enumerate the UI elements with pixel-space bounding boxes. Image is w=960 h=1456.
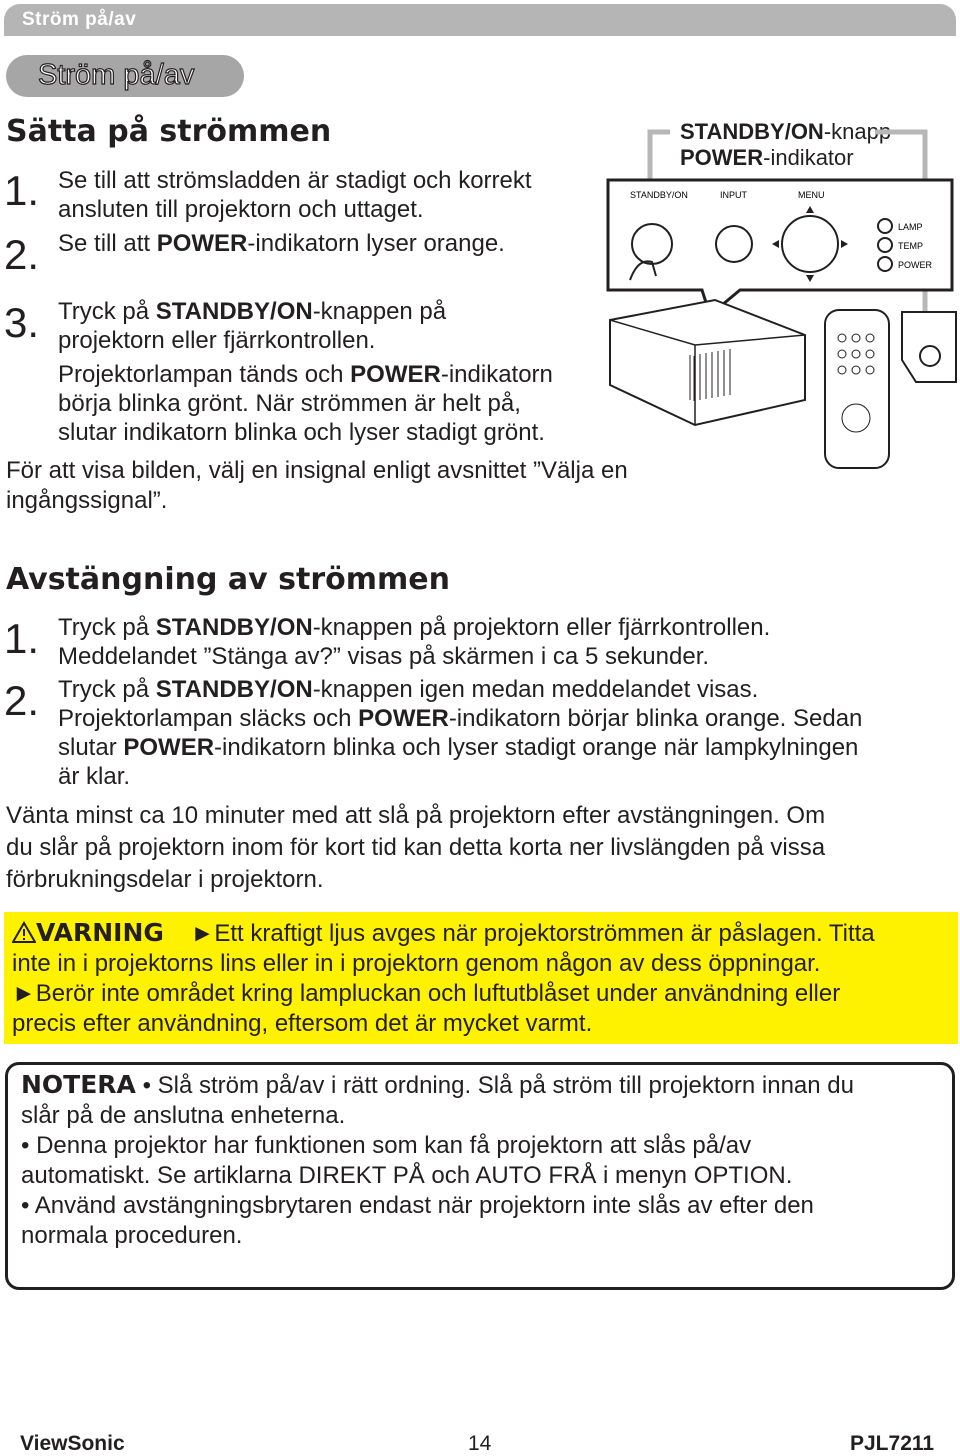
header-bar (4, 4, 956, 36)
annotation-standby-button: STANDBY/ON-knapp (680, 119, 892, 144)
warning-label: VARNING (36, 918, 164, 947)
off-step-2-line-3: slutar POWER-indikatorn blinka och lyser stadigt orange när lampkylningen (58, 734, 859, 761)
header-bar-title: Ström på/av (22, 9, 137, 30)
step-1-number: 1. (4, 167, 40, 214)
section-pill (6, 55, 244, 97)
input-button-circle (716, 226, 752, 262)
menu-dial-circle (782, 216, 838, 272)
note-label: NOTERA (21, 1070, 136, 1099)
label-menu: MENU (798, 190, 825, 200)
label-lamp: LAMP (898, 222, 923, 232)
step-1-line-1: Se till att strömsladden är stadigt och korrekt (58, 167, 532, 194)
warning-box (4, 912, 958, 1044)
off-step-2-line-2: Projektorlampan släcks och POWER-indikatorn börjar blinka orange. Sedan (58, 705, 863, 732)
step-2-number: 2. (4, 231, 40, 278)
annotation-power-indicator: POWER-indikator (680, 145, 854, 170)
off-step-1-line-2: Meddelandet ”Stänga av?” visas på skärmen i ca 5 sekunder. (58, 643, 710, 670)
label-standby: STANDBY/ON (630, 190, 688, 200)
note-line-6: normala proceduren. (21, 1222, 243, 1249)
warning-line-1: VARNING ►Ett kraftigt ljus avges när projektorströmmen är påslagen. Titta (12, 918, 948, 949)
section2-after-line-3: förbrukningsdelar i projektorn. (6, 866, 324, 893)
warning-line-3: ►Berör inte området kring lampluckan och luftutblåset under användning eller (12, 980, 841, 1007)
note-box (5, 1062, 955, 1290)
off-step-2-number: 2. (4, 677, 40, 724)
note-line-3: • Denna projektor har funktionen som kan få projektorn att slås på/av (21, 1132, 752, 1159)
step-3-extra-line-3: slutar indikatorn blinka och lyser stadigt grönt. (58, 419, 545, 446)
footer-brand: ViewSonic (20, 1432, 125, 1455)
warning-triangle-icon (12, 921, 36, 943)
section2-after-line-2: du slår på projektorn inom för kort tid kan detta korta ner livslängden på vissa (6, 834, 826, 861)
warning-line-2: inte in i projektorns lins eller in i projektorn genom någon av dess öppningar. (12, 950, 821, 977)
heading-power-on: Sätta på strömmen (6, 114, 332, 149)
label-temp: TEMP (898, 241, 924, 251)
section-pill-title: Ström på/av (38, 59, 195, 91)
section2-after-line-1: Vänta minst ca 10 minuter med att slå på projektorn efter avstängningen. Om (6, 802, 826, 829)
step-3-number: 3. (4, 299, 40, 346)
standby-button-circle (632, 224, 672, 264)
footer-model: PJL7211 (850, 1432, 935, 1455)
projector-diagram (590, 120, 960, 480)
heading-power-off: Avstängning av strömmen (6, 562, 450, 597)
off-step-2-line-1: Tryck på STANDBY/ON-knappen igen medan meddelandet visas. (58, 676, 759, 703)
label-power: POWER (898, 260, 933, 270)
projector-body (610, 300, 805, 425)
label-input: INPUT (720, 190, 747, 200)
leader-line-standby (650, 132, 670, 180)
footer-page-number: 14 (468, 1432, 492, 1455)
note-line-1: NOTERA • Slå ström på/av i rätt ordning. Slå på ström till projektorn innan du (21, 1070, 854, 1099)
step-3-extra-line-1: Projektorlampan tänds och POWER-indikatorn (58, 361, 553, 388)
step-1-line-2: ansluten till projektorn och uttaget. (58, 196, 424, 223)
note-line-5: • Använd avstängningsbrytaren endast när projektorn inte slås av efter den (21, 1192, 814, 1219)
step-3-extra-line-2: börja blinka grönt. När strömmen är helt på, (58, 390, 521, 417)
step-2-text: Se till att POWER-indikatorn lyser orange. (58, 230, 505, 257)
section1-after-line-1: För att visa bilden, välj en insignal enligt avsnittet ”Välja en (6, 457, 628, 484)
section1-after-line-2: ingångssignal”. (6, 487, 168, 514)
off-step-2-line-4: är klar. (58, 763, 131, 790)
off-step-1-number: 1. (4, 615, 40, 662)
step-3-line-2: projektorn eller fjärrkontrollen. (58, 327, 376, 354)
warning-line-4: precis efter användning, eftersom det är mycket varmt. (12, 1010, 593, 1037)
note-line-2: slår på de anslutna enheterna. (21, 1102, 346, 1129)
step-3-line-1: Tryck på STANDBY/ON-knappen på (58, 298, 447, 325)
off-step-1-line-1: Tryck på STANDBY/ON-knappen på projektorn eller fjärrkontrollen. (58, 614, 771, 641)
note-line-4: automatiskt. Se artiklarna DIREKT PÅ och AUTO FRÅ i menyn OPTION. (21, 1162, 793, 1189)
